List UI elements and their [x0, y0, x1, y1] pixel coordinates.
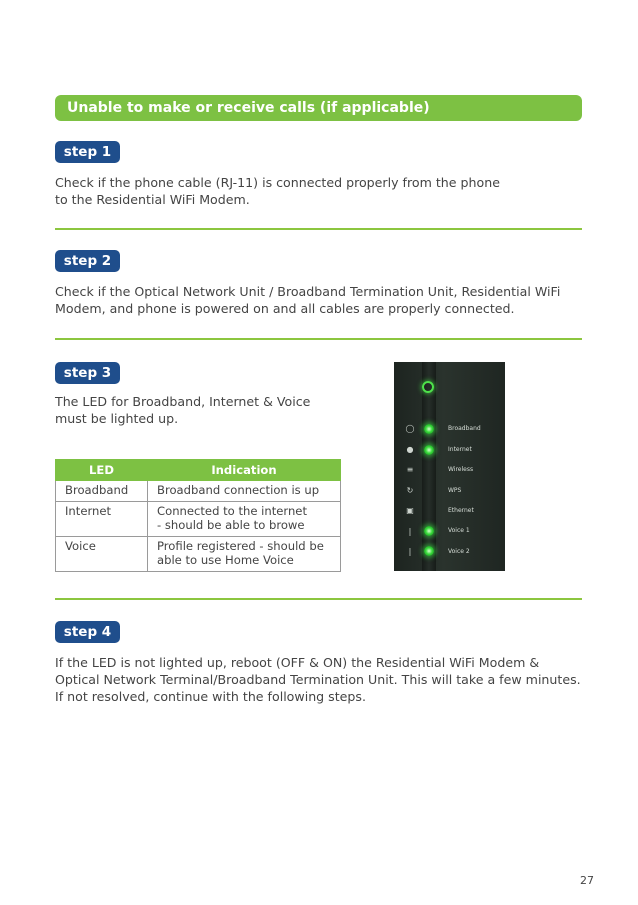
step-3-badge: step 3 — [55, 362, 120, 384]
internet-icon: ● — [406, 445, 414, 454]
voice-1-icon: ❘ — [406, 527, 414, 536]
step-2-text: Check if the Optical Network Unit / Broadband Termination Unit, Residential WiFi Modem, and phone is powered on and all cables are properly connected. — [55, 284, 561, 316]
voice-1-label: Voice 1 — [448, 527, 470, 534]
step-4-text: If the LED is not lighted up, reboot (OFF & ON) the Residential WiFi Modem & Optical Network Terminal/Broadband Termination Unit. This will take a few minutes. If not resolved, continue with the following steps. — [55, 655, 581, 704]
voice-2-label: Voice 2 — [448, 548, 470, 555]
table-row — [56, 481, 341, 502]
broadband-icon: ◯ — [405, 424, 415, 433]
page-number: 27 — [580, 874, 594, 887]
led-name: Internet — [56, 501, 148, 536]
divider — [55, 598, 582, 600]
table-row — [56, 501, 341, 536]
led-indication: Broadband connection is up — [148, 481, 341, 502]
divider — [55, 228, 582, 230]
led-name: Voice — [56, 536, 148, 571]
led-name: Broadband — [56, 481, 148, 502]
step-1-badge: step 1 — [55, 141, 120, 163]
wireless-label: Wireless — [448, 466, 474, 473]
led-table — [55, 459, 341, 572]
step-4-badge: step 4 — [55, 621, 120, 643]
step-2-badge: step 2 — [55, 250, 120, 272]
wps-label: WPS — [448, 487, 462, 494]
led-indication: Connected to the internet - should be able to browe — [148, 501, 341, 536]
indication-column-header: Indication — [148, 460, 341, 481]
voice-2-led — [424, 546, 434, 556]
divider — [55, 338, 582, 340]
wireless-icon: ≡ — [406, 465, 414, 474]
internet-label: Internet — [448, 446, 472, 453]
broadband-label: Broadband — [448, 425, 481, 432]
ethernet-icon: ▣ — [406, 506, 414, 515]
voice-2-icon: ❘ — [406, 547, 414, 556]
led-indication: Profile registered - should be able to use Home Voice — [148, 536, 341, 571]
wps-icon: ↻ — [406, 486, 414, 495]
power-led-icon — [422, 381, 434, 393]
led-table-header — [56, 460, 341, 481]
step-3-text: The LED for Broadband, Internet & Voice must be lighted up. — [55, 394, 311, 426]
broadband-led — [424, 424, 434, 434]
voice-1-led — [424, 526, 434, 536]
led-strip — [422, 362, 436, 571]
modem-led-photo — [394, 362, 505, 571]
step-1-text: Check if the phone cable (RJ-11) is connected properly from the phone to the Residential WiFi Modem. — [55, 175, 500, 207]
table-row — [56, 536, 341, 571]
section-header: Unable to make or receive calls (if applicable) — [55, 95, 582, 121]
internet-led — [424, 445, 434, 455]
led-column-header: LED — [56, 460, 148, 481]
ethernet-label: Ethernet — [448, 507, 474, 514]
